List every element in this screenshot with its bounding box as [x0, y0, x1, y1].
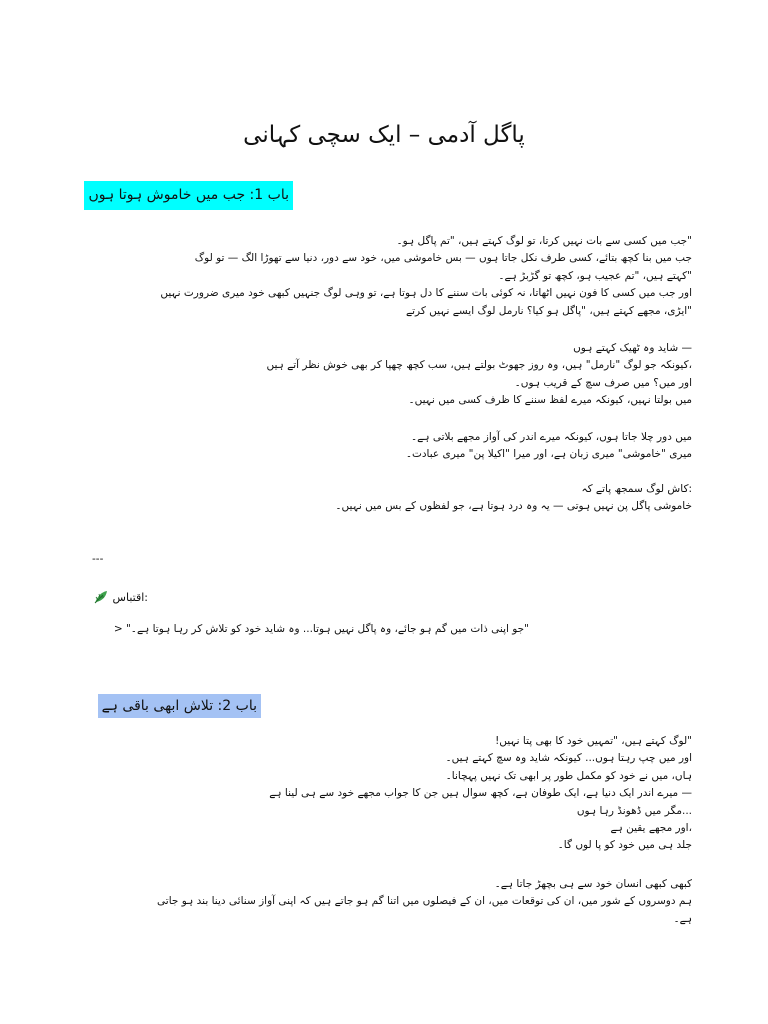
text-line: خاموشی پاگل پن نہیں ہوتی — یہ وہ درد ہوتا ہے، جو لفظوں کے بس میں نہیں۔ — [335, 500, 692, 513]
text-line: میری "خاموشی" میری زبان ہے، اور میرا "اکیلا پن" میری عبادت۔ — [405, 448, 692, 461]
text-line: میں دور چلا جاتا ہوں، کیونکہ میرے اندر کی آواز مجھے بلاتی ہے۔ — [411, 431, 692, 443]
text-line: ،اور مجھے یقین ہے — [610, 821, 692, 834]
text-line: — شاید وہ ٹھیک کہتے ہوں — [573, 342, 692, 354]
quote-heading — [93, 589, 148, 605]
text-line: "لوگ کہتے ہیں، "تمہیں خود کا بھی پتا نہیں! — [495, 735, 692, 747]
chapter-1-paragraph-2 — [92, 340, 692, 410]
text-line: ہے۔ — [673, 912, 692, 925]
quote-heading-label: :اقتباس — [112, 590, 148, 604]
text-line: "جب میں کسی سے بات نہیں کرتا، تو لوگ کہتے ہیں، "تم پاگل ہو۔ — [396, 235, 692, 247]
quote-text: "جو اپنی ذات میں گم ہو جائے، وہ پاگل نہیں ہوتا... وہ شاید خود کو تلاش کر رہا ہوتا ہے۔" < — [113, 623, 529, 635]
text-line: — میرے اندر ایک دنیا ہے، ایک طوفان ہے، کچھ سوال ہیں جن کا جواب مجھے خود سے ہی لینا ہے — [269, 787, 692, 800]
document-title: پاگل آدمی – ایک سچی کہانی — [243, 122, 525, 148]
text-line: ،کیونکہ جو لوگ "نارمل" ہیں، وہ روز جھوٹ بولتے ہیں، سب کچھ چھپا کر بھی خوش نظر آتے ہیں — [266, 359, 692, 372]
text-line: ہم دوسروں کے شور میں، ان کی توقعات میں، ان کے فیصلوں میں اتنا گم ہو جاتے ہیں کہ اپنی آواز سنائی دینا بند ہو جاتی — [157, 895, 692, 908]
text-line: :کاش لوگ سمجھ پاتے کہ — [581, 483, 692, 495]
text-line: "ایڑی، مجھے کہتے ہیں، "پاگل ہو کیا؟ نارمل لوگ ایسے نہیں کرتے — [405, 304, 692, 317]
text-line: اور میں؟ میں صرف سچ کے قریب ہوں۔ — [514, 376, 692, 389]
leaf-icon — [93, 589, 109, 605]
text-line: اور جب میں کسی کا فون نہیں اٹھاتا، نہ کوئی بات سننے کا دل ہوتا ہے، تو وہی لوگ جنہیں کبھی خود میری ضرورت نہیں — [160, 287, 692, 300]
chapter-1-paragraph-1 — [92, 233, 692, 320]
text-line: جب میں بنا کچھ بتائے، کسی طرف نکل جاتا ہوں — بس خاموشی میں، خود سے دور، دنیا سے تھوڑا الگ — تو لوگ — [194, 252, 692, 265]
text-line: جلد ہی میں خود کو پا لوں گا۔ — [557, 839, 692, 852]
chapter-2-paragraph-1 — [92, 733, 692, 855]
text-line: "کہتے ہیں، "تم عجیب ہو، کچھ تو گڑبڑ ہے۔ — [498, 269, 692, 282]
chapter-1-heading: باب 1: جب میں خاموش ہوتا ہوں — [84, 181, 293, 210]
chapter-1-paragraph-4 — [92, 481, 692, 516]
text-line: اور میں چپ رہتا ہوں... کیونکہ شاید وہ سچ کہتے ہیں۔ — [445, 752, 692, 765]
text-line: ہاں، میں نے خود کو مکمل طور پر ابھی تک نہیں پہچانا۔ — [445, 769, 692, 782]
text-line: کبھی کبھی انسان خود سے ہی بچھڑ جاتا ہے۔ — [494, 878, 692, 890]
chapter-2-heading: باب 2: تلاش ابھی باقی ہے — [98, 694, 261, 718]
text-line: میں بولتا نہیں، کیونکہ میرے لفظ سننے کا ظرف کسی میں نہیں۔ — [408, 394, 692, 407]
section-separator: --- — [92, 553, 104, 565]
chapter-1-paragraph-3 — [92, 429, 692, 464]
text-line: ...مگر میں ڈھونڈ رہا ہوں — [576, 804, 692, 817]
chapter-2-paragraph-2 — [92, 876, 692, 928]
